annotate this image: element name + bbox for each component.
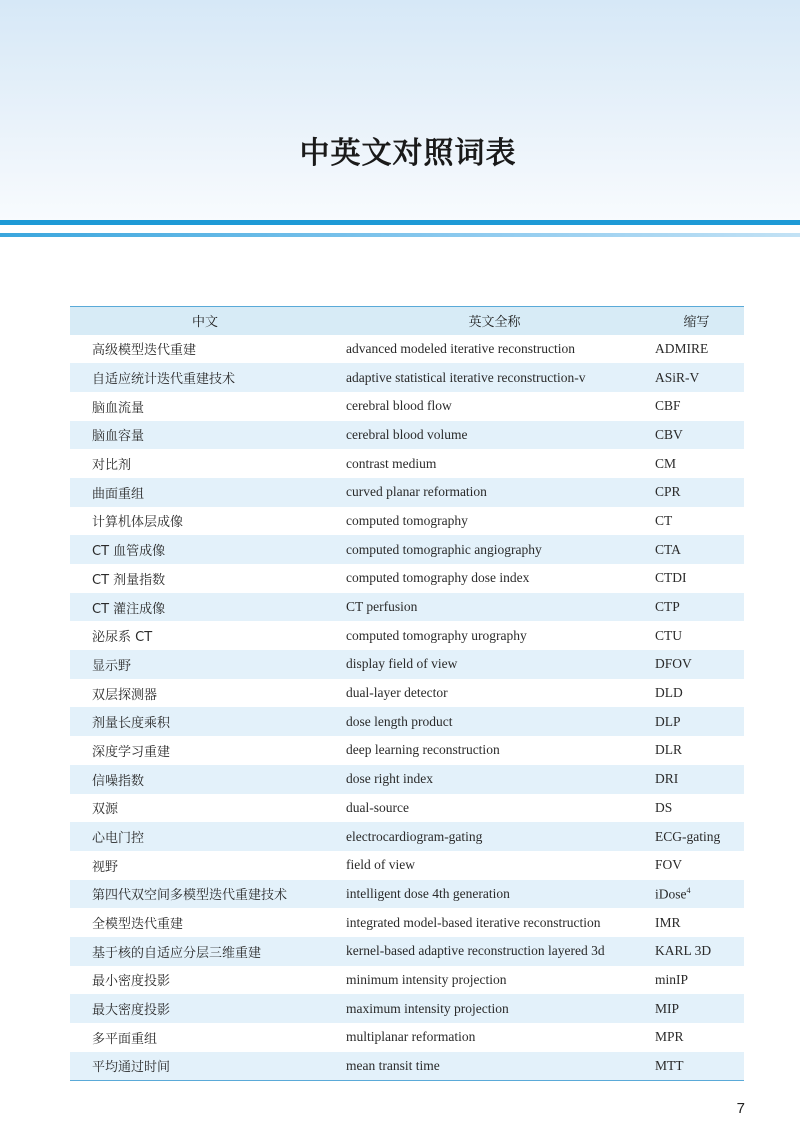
cell-abbreviation-text: CTA [655, 541, 681, 557]
cell-english-text: kernel-based adaptive reconstruction layered 3d [346, 943, 605, 959]
cell-chinese-text: 泌尿系 CT [92, 630, 153, 646]
table-row [70, 363, 744, 392]
cell-abbreviation [649, 765, 744, 794]
table-row [70, 937, 744, 966]
cell-english [340, 765, 649, 794]
cell-chinese-text: 曲面重组 [92, 486, 145, 502]
cell-abbreviation-text: CTDI [655, 570, 687, 586]
cell-english-text: display field of view [346, 656, 458, 672]
cell-abbreviation [649, 679, 744, 708]
table-body [70, 335, 744, 1081]
cell-chinese [70, 822, 340, 851]
cell-abbreviation [649, 449, 744, 478]
cell-english-text: computed tomography urography [346, 627, 527, 643]
cell-chinese [70, 363, 340, 392]
table-row [70, 966, 744, 995]
cell-chinese [70, 593, 340, 622]
cell-chinese-text: 剂量长度乘积 [92, 716, 171, 732]
cell-chinese-text: 心电门控 [92, 831, 145, 847]
cell-english [340, 880, 649, 909]
table-row [70, 478, 744, 507]
header-rule-thin [0, 233, 800, 237]
cell-english [340, 449, 649, 478]
cell-abbreviation-text: DS [655, 799, 673, 815]
cell-abbreviation [649, 593, 744, 622]
cell-chinese-text: CT 灌注成像 [92, 601, 166, 617]
table-row [70, 851, 744, 880]
cell-abbreviation-text: FOV [655, 857, 683, 873]
cell-abbreviation [649, 507, 744, 536]
cell-abbreviation-text: MIP [655, 1000, 680, 1016]
cell-chinese-text: 计算机体层成像 [92, 515, 184, 531]
cell-chinese [70, 650, 340, 679]
cell-abbreviation-text: CTP [655, 599, 680, 615]
cell-chinese [70, 1023, 340, 1052]
cell-english [340, 937, 649, 966]
cell-chinese-text: 深度学习重建 [92, 744, 171, 760]
table-row [70, 449, 744, 478]
cell-english [340, 478, 649, 507]
cell-english-text: curved planar reformation [346, 484, 487, 500]
cell-chinese-text: 自适应统计迭代重建技术 [92, 372, 236, 388]
page-title: 中英文对照词表 [299, 136, 517, 171]
cell-english [340, 908, 649, 937]
cell-chinese-text: 双层探测器 [92, 687, 158, 703]
cell-chinese [70, 994, 340, 1023]
cell-english [340, 564, 649, 593]
cell-chinese-text: 脑血流量 [92, 400, 145, 416]
cell-english [340, 363, 649, 392]
cell-english [340, 966, 649, 995]
cell-english [340, 851, 649, 880]
cell-chinese-text: 对比剂 [92, 458, 132, 474]
cell-abbreviation-text: KARL 3D [655, 943, 712, 959]
cell-english-text: computed tomography [346, 512, 468, 528]
cell-abbreviation-text: ADMIRE [655, 340, 709, 356]
cell-chinese-text: CT 剂量指数 [92, 572, 166, 588]
cell-chinese-text: 视野 [92, 859, 119, 875]
page-number: 7 [736, 1100, 745, 1117]
cell-english [340, 679, 649, 708]
header-english: 英文全称 [468, 315, 521, 331]
cell-abbreviation [649, 535, 744, 564]
cell-abbreviation [649, 564, 744, 593]
cell-chinese [70, 449, 340, 478]
cell-english-text: integrated model-based iterative reconstruction [346, 914, 601, 930]
cell-abbreviation [649, 707, 744, 736]
cell-english [340, 507, 649, 536]
glossary-table [70, 306, 744, 1081]
cell-chinese [70, 679, 340, 708]
cell-chinese-text: 双源 [92, 802, 119, 818]
cell-english-text: computed tomography dose index [346, 570, 530, 586]
cell-chinese [70, 908, 340, 937]
cell-chinese [70, 794, 340, 823]
cell-abbreviation-text: CBF [655, 398, 681, 414]
table-row [70, 679, 744, 708]
table-row [70, 535, 744, 564]
cell-abbreviation [649, 937, 744, 966]
cell-chinese-text: 显示野 [92, 658, 132, 674]
cell-chinese-text: 第四代双空间多模型迭代重建技术 [92, 888, 288, 904]
cell-chinese [70, 851, 340, 880]
cell-chinese-text: 最大密度投影 [92, 1003, 171, 1019]
cell-chinese [70, 478, 340, 507]
cell-chinese-text: 脑血容量 [92, 429, 145, 445]
cell-english [340, 650, 649, 679]
header-abbreviation: 缩写 [683, 315, 710, 331]
table-row [70, 822, 744, 851]
cell-abbreviation-text: DLP [655, 713, 681, 729]
cell-english [340, 994, 649, 1023]
table-row [70, 908, 744, 937]
table-row [70, 994, 744, 1023]
cell-abbreviation [649, 650, 744, 679]
cell-abbreviation [649, 736, 744, 765]
abbreviation-superscript: 4 [686, 885, 691, 895]
cell-abbreviation-text: CM [655, 455, 677, 471]
cell-english-text: cerebral blood flow [346, 398, 452, 414]
cell-abbreviation-text: CPR [655, 484, 681, 500]
cell-english [340, 707, 649, 736]
cell-abbreviation [649, 1052, 744, 1081]
cell-chinese [70, 335, 340, 364]
cell-abbreviation-text: DLD [655, 685, 683, 701]
cell-abbreviation-text: iDose [655, 886, 687, 902]
cell-abbreviation-text: ECG-gating [655, 828, 721, 844]
table-row [70, 507, 744, 536]
table-header-row [70, 307, 744, 335]
cell-abbreviation-text: DLR [655, 742, 682, 758]
cell-chinese-text: 基于核的自适应分层三维重建 [92, 945, 262, 961]
cell-chinese [70, 535, 340, 564]
table-row [70, 765, 744, 794]
cell-abbreviation-text: CT [655, 512, 673, 528]
cell-abbreviation [649, 392, 744, 421]
cell-abbreviation [649, 421, 744, 450]
cell-abbreviation-text: CTU [655, 627, 682, 643]
cell-abbreviation-text: ASiR-V [655, 369, 700, 385]
cell-abbreviation [649, 822, 744, 851]
cell-chinese [70, 707, 340, 736]
table-row [70, 392, 744, 421]
table-row [70, 593, 744, 622]
cell-english-text: cerebral blood volume [346, 426, 468, 442]
cell-abbreviation-text: IMR [655, 914, 681, 930]
cell-english [340, 392, 649, 421]
cell-chinese-text: 信噪指数 [92, 773, 145, 789]
cell-english-text: contrast medium [346, 455, 437, 471]
cell-abbreviation-text: DRI [655, 771, 679, 787]
cell-abbreviation [649, 908, 744, 937]
cell-abbreviation-text: DFOV [655, 656, 692, 672]
cell-english [340, 736, 649, 765]
cell-chinese [70, 564, 340, 593]
table-row [70, 880, 744, 909]
cell-abbreviation-text: CBV [655, 426, 683, 442]
cell-english [340, 794, 649, 823]
cell-english-text: dose length product [346, 713, 453, 729]
cell-english [340, 535, 649, 564]
cell-chinese [70, 765, 340, 794]
table-row [70, 650, 744, 679]
cell-abbreviation [649, 621, 744, 650]
cell-chinese [70, 937, 340, 966]
cell-english-text: adaptive statistical iterative reconstruction-v [346, 369, 586, 385]
table-row [70, 1052, 744, 1081]
cell-abbreviation [649, 335, 744, 364]
cell-english-text: dual-source [346, 799, 409, 815]
cell-chinese-text: 平均通过时间 [92, 1060, 171, 1076]
cell-english [340, 621, 649, 650]
header-band [0, 0, 800, 222]
cell-chinese-text: CT 血管成像 [92, 544, 166, 560]
cell-abbreviation-text: minIP [655, 971, 689, 987]
cell-english-text: electrocardiogram-gating [346, 828, 483, 844]
cell-chinese [70, 966, 340, 995]
table-row [70, 564, 744, 593]
cell-chinese-text: 多平面重组 [92, 1031, 158, 1047]
glossary-table-wrap [70, 306, 744, 1081]
cell-abbreviation [649, 880, 744, 909]
cell-english-text: multiplanar reformation [346, 1029, 476, 1045]
cell-english-text: CT perfusion [346, 599, 418, 615]
cell-chinese-text: 最小密度投影 [92, 974, 171, 990]
table-row [70, 421, 744, 450]
cell-abbreviation-text: MPR [655, 1029, 684, 1045]
cell-english [340, 822, 649, 851]
cell-chinese-text: 高级模型迭代重建 [92, 343, 197, 359]
cell-english-text: intelligent dose 4th generation [346, 885, 510, 901]
cell-chinese [70, 621, 340, 650]
cell-english-text: dual-layer detector [346, 685, 448, 701]
header-chinese: 中文 [191, 315, 218, 331]
table-row [70, 335, 744, 364]
cell-abbreviation [649, 478, 744, 507]
cell-chinese [70, 421, 340, 450]
cell-abbreviation [649, 363, 744, 392]
cell-english [340, 1023, 649, 1052]
table-row [70, 707, 744, 736]
cell-chinese [70, 1052, 340, 1081]
cell-chinese-text: 全模型迭代重建 [92, 917, 184, 933]
cell-abbreviation [649, 794, 744, 823]
cell-english [340, 421, 649, 450]
cell-english-text: maximum intensity projection [346, 1000, 509, 1016]
cell-chinese [70, 880, 340, 909]
cell-chinese [70, 736, 340, 765]
cell-english-text: mean transit time [346, 1057, 440, 1073]
cell-english-text: advanced modeled iterative reconstruction [346, 340, 576, 356]
header-rule-thick [0, 220, 800, 225]
cell-abbreviation-text: MTT [655, 1057, 684, 1073]
cell-english-text: computed tomographic angiography [346, 541, 542, 557]
table-row [70, 621, 744, 650]
cell-english-text: field of view [346, 857, 415, 873]
table-row [70, 794, 744, 823]
cell-abbreviation [649, 994, 744, 1023]
cell-english [340, 1052, 649, 1081]
table-row [70, 736, 744, 765]
cell-abbreviation [649, 851, 744, 880]
table-row [70, 1023, 744, 1052]
cell-english-text: minimum intensity projection [346, 971, 507, 987]
cell-abbreviation [649, 966, 744, 995]
cell-chinese [70, 392, 340, 421]
cell-english-text: dose right index [346, 771, 433, 787]
cell-abbreviation [649, 1023, 744, 1052]
cell-english-text: deep learning reconstruction [346, 742, 500, 758]
cell-chinese [70, 507, 340, 536]
cell-english [340, 335, 649, 364]
cell-english [340, 593, 649, 622]
